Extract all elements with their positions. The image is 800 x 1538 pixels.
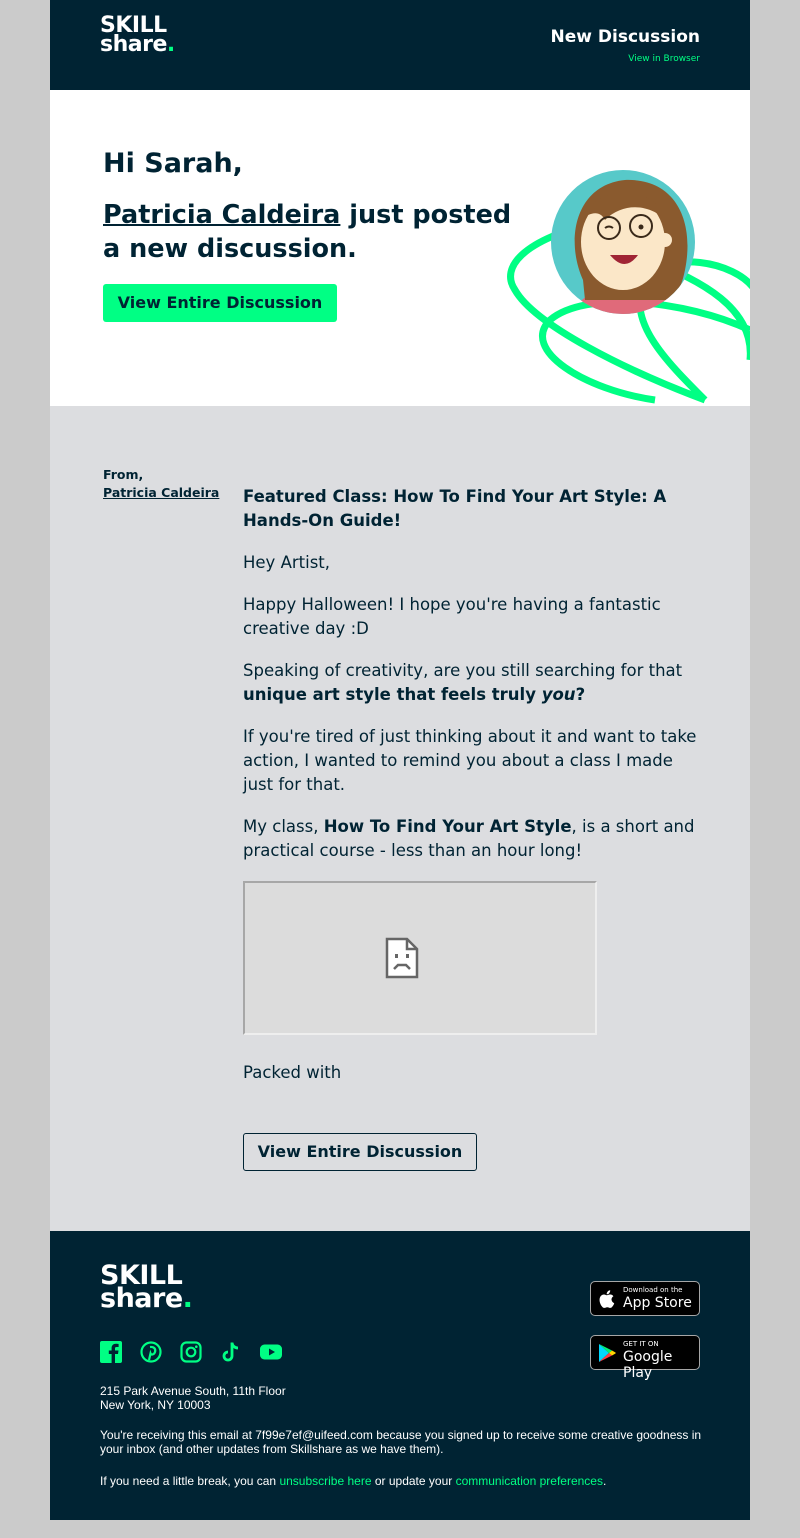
logo-line1: SKILL — [100, 13, 167, 38]
from-label: From, — [103, 467, 144, 482]
p5-rest: , is a short and practical course - less than an hour long! — [243, 817, 695, 860]
facebook-icon[interactable] — [100, 1341, 122, 1363]
google-play-badge[interactable] — [590, 1335, 700, 1381]
paragraph-4: If you're tired of just thinking about it and want to take action, I wanted to remind you about a class I made just for that. — [243, 727, 697, 794]
logo-dot: . — [166, 31, 175, 57]
email-footer — [50, 1231, 750, 1520]
logo-line2: share — [100, 31, 167, 57]
discussion-section — [50, 406, 750, 1231]
google-play-small-text: GET IT ON — [623, 1340, 659, 1348]
email-notice: You're receiving this email at 7f99e7ef@uifeed.com because you signed up to receive some creative goodness in your inbox (and other updates from Skillshare as we have them). — [100, 1428, 702, 1456]
youtube-icon[interactable] — [260, 1341, 282, 1363]
p3-text: Speaking of creativity, are you still searching for that — [243, 661, 683, 680]
footer-logo-line2: share — [100, 1283, 183, 1315]
p5-text: My class, — [243, 817, 324, 836]
discussion-body — [243, 485, 703, 1103]
greeting: Hi Sarah, — [103, 148, 243, 179]
unsubscribe-notice — [100, 1474, 606, 1488]
header-title: New Discussion — [550, 27, 700, 47]
view-in-browser-link[interactable]: View in Browser — [628, 54, 700, 64]
address-line1: 215 Park Avenue South, 11th Floor — [100, 1384, 286, 1398]
p3-italic: you — [541, 685, 576, 704]
featured-class-title: Featured Class: How To Find Your Art Style: A Hands-On Guide! — [243, 487, 667, 530]
footer-skillshare-logo[interactable] — [100, 1260, 193, 1315]
paragraph-1: Hey Artist, — [243, 553, 331, 572]
tiktok-icon[interactable] — [220, 1341, 242, 1363]
paragraph-6: Packed with — [243, 1063, 342, 1082]
author-link[interactable]: Patricia Caldeira — [103, 200, 341, 230]
company-address — [100, 1384, 286, 1412]
email-header — [50, 0, 750, 90]
p3-end: ? — [575, 685, 586, 704]
pinterest-icon[interactable] — [140, 1341, 162, 1363]
instagram-icon[interactable] — [180, 1341, 202, 1363]
footer-logo-line1: SKILL — [100, 1260, 183, 1291]
paragraph-5 — [243, 815, 703, 863]
app-store-badge[interactable] — [590, 1281, 700, 1316]
p3-bold: unique art style that feels truly — [243, 685, 542, 704]
paragraph-3 — [243, 659, 703, 707]
skillshare-logo[interactable] — [100, 13, 175, 57]
app-store-small-text: Download on the — [623, 1286, 683, 1294]
social-links — [100, 1341, 282, 1363]
google-play-big-text: Google Play — [623, 1349, 673, 1381]
hero-section — [50, 90, 750, 406]
paragraph-2: Happy Halloween! I hope you're having a fantastic creative day :D — [243, 595, 661, 638]
view-discussion-button-secondary[interactable]: View Entire Discussion — [243, 1133, 477, 1171]
app-store-big-text: App Store — [623, 1295, 692, 1311]
communication-preferences-link[interactable]: communication preferences — [455, 1474, 603, 1488]
avatar-illustration — [505, 160, 750, 406]
break-text-b: or update your — [371, 1474, 456, 1488]
broken-image-placeholder — [243, 881, 597, 1035]
break-text-c: . — [602, 1474, 607, 1488]
footer-logo-dot: . — [182, 1283, 193, 1315]
break-text-a: If you need a little break, you can — [100, 1474, 280, 1488]
headline-text: just posted a new discussion. — [103, 200, 512, 264]
headline — [103, 198, 513, 266]
unsubscribe-link[interactable]: unsubscribe here — [279, 1474, 372, 1488]
apple-icon — [598, 1289, 616, 1309]
broken-image-icon — [385, 937, 419, 979]
google-play-icon — [598, 1343, 616, 1363]
view-discussion-button[interactable]: View Entire Discussion — [103, 284, 337, 322]
p5-bold: How To Find Your Art Style — [323, 817, 572, 836]
from-author-link[interactable]: Patricia Caldeira — [103, 485, 220, 500]
address-line2: New York, NY 10003 — [100, 1398, 211, 1412]
